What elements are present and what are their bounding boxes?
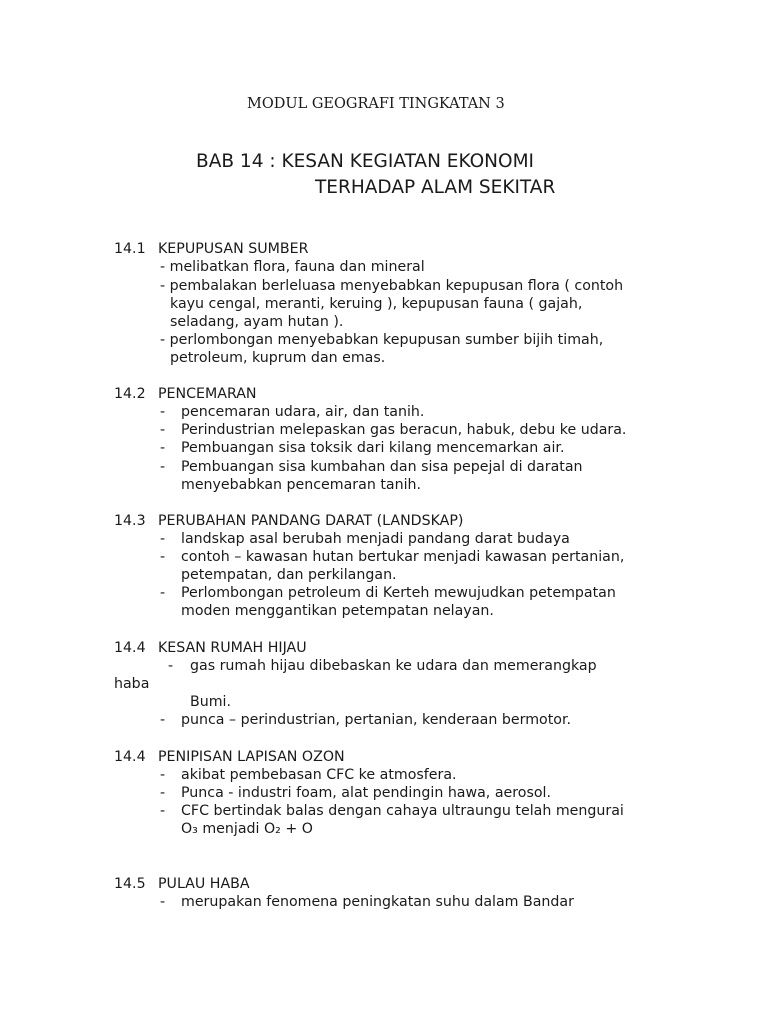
list-item-continuation: petempatan, dan perkilangan. (181, 567, 397, 583)
list-item: CFC bertindak balas dengan cahaya ultraungu telah mengurai (181, 803, 624, 819)
bullet: - (160, 585, 166, 601)
list-item-continuation: kayu cengal, meranti, keruing ), kepupusan fauna ( gajah, (170, 296, 583, 312)
bullet: - (160, 767, 166, 783)
list-item-continuation: Bumi. (190, 694, 231, 710)
module-header: MODUL GEOGRAFI TINGKATAN 3 (247, 96, 505, 112)
section-number: 14.2 (114, 386, 146, 402)
section-heading-14-2 (114, 385, 257, 403)
list-item-wrap: haba (114, 676, 150, 692)
chapter-title-line1: BAB 14 : KESAN KEGIATAN EKONOMI (196, 151, 534, 172)
section-title: KESAN RUMAH HIJAU (158, 640, 307, 656)
section-title: PULAU HABA (158, 876, 250, 892)
list-item: Pembuangan sisa kumbahan dan sisa pepejal di daratan (181, 459, 583, 475)
list-item: contoh – kawasan hutan bertukar menjadi kawasan pertanian, (181, 549, 625, 565)
list-item: merupakan fenomena peningkatan suhu dalam Bandar (181, 894, 574, 910)
list-item: - pembalakan berleluasa menyebabkan kepupusan flora ( contoh (160, 278, 624, 294)
section-heading-14-5 (114, 875, 250, 893)
bullet: - (160, 422, 166, 438)
bullet: - (160, 531, 166, 547)
bullet: - (160, 785, 166, 801)
list-item: Pembuangan sisa toksik dari kilang mencemarkan air. (181, 440, 565, 456)
list-item-continuation: seladang, ayam hutan ). (170, 314, 344, 330)
section-title: PENCEMARAN (158, 386, 257, 402)
list-item: punca – perindustrian, pertanian, kenderaan bermotor. (181, 712, 571, 728)
chapter-title-line2: TERHADAP ALAM SEKITAR (315, 177, 556, 198)
section-title: KEPUPUSAN SUMBER (158, 241, 309, 257)
section-number: 14.3 (114, 513, 146, 529)
section-number: 14.4 (114, 640, 146, 656)
bullet: - (160, 712, 166, 728)
section-heading-14-3 (114, 512, 463, 530)
bullet: - (160, 404, 166, 420)
list-item: landskap asal berubah menjadi pandang darat budaya (181, 531, 570, 547)
bullet: - (160, 440, 166, 456)
list-item: - melibatkan flora, fauna dan mineral (160, 259, 425, 275)
bullet: - (160, 549, 166, 565)
list-item-continuation: menyebabkan pencemaran tanih. (181, 477, 422, 493)
list-item: - perlombongan menyebabkan kepupusan sumber bijih timah, (160, 332, 604, 348)
section-number: 14.1 (114, 241, 146, 257)
bullet: - (160, 803, 166, 819)
section-number: 14.5 (114, 876, 146, 892)
list-item: gas rumah hijau dibebaskan ke udara dan memerangkap (190, 658, 597, 674)
section-heading-14-4-greenhouse (114, 639, 307, 657)
section-heading-14-1 (114, 240, 308, 258)
bullet: - (168, 658, 174, 674)
section-title: PENIPISAN LAPISAN OZON (158, 749, 345, 765)
list-item-continuation: moden menggantikan petempatan nelayan. (181, 603, 494, 619)
section-title: PERUBAHAN PANDANG DARAT (LANDSKAP) (158, 513, 464, 529)
bullet: - (160, 894, 166, 910)
list-item-continuation: petroleum, kuprum dan emas. (170, 350, 386, 366)
section-number: 14.4 (114, 749, 146, 765)
list-item: Punca - industri foam, alat pendingin hawa, aerosol. (181, 785, 551, 801)
list-item: akibat pembebasan CFC ke atmosfera. (181, 767, 457, 783)
list-item: Perlombongan petroleum di Kerteh mewujudkan petempatan (181, 585, 616, 601)
list-item-continuation: O₃ menjadi O₂ + O (181, 821, 313, 837)
section-heading-14-4-ozone (114, 748, 345, 766)
list-item: pencemaran udara, air, dan tanih. (181, 404, 425, 420)
bullet: - (160, 459, 166, 475)
list-item: Perindustrian melepaskan gas beracun, habuk, debu ke udara. (181, 422, 627, 438)
